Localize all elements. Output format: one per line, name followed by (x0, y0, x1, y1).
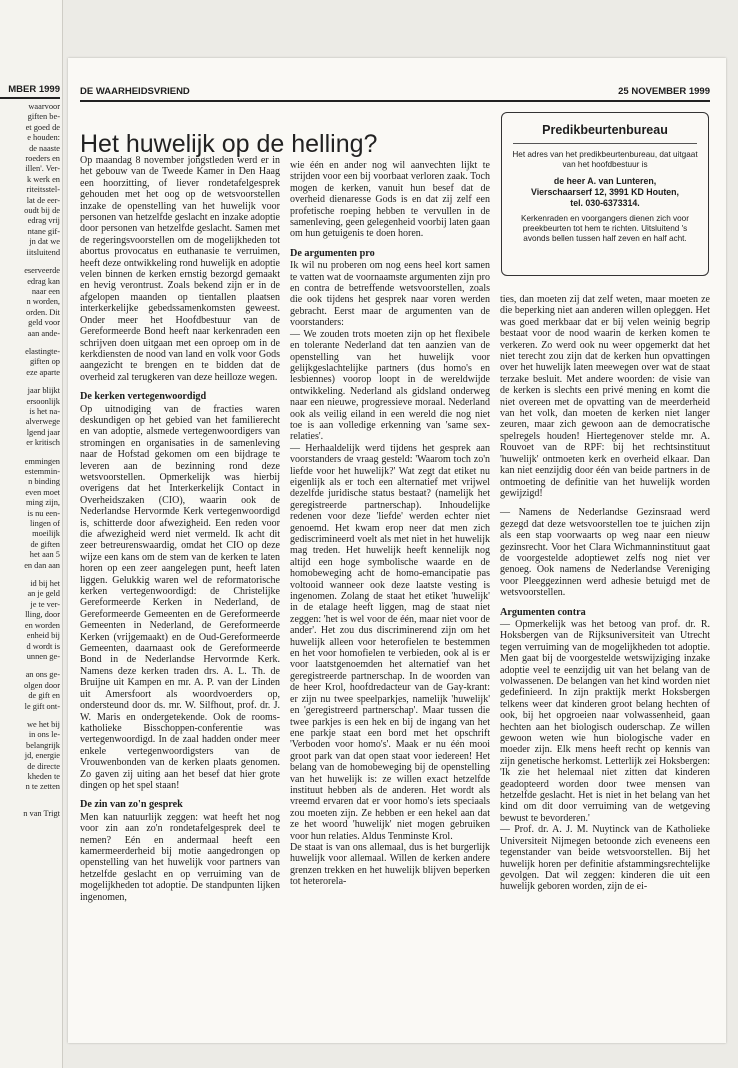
adjacent-page-line: n van Trigt (23, 808, 60, 818)
adjacent-page-line: n te zetten (25, 782, 60, 792)
adjacent-page-line: oudt bij de (24, 206, 60, 216)
adjacent-page-line: ersoonlijk (26, 396, 60, 406)
article-column-1 (80, 155, 280, 903)
adjacent-page-line: giften be- (27, 112, 60, 122)
adjacent-page-line: an ons ge- (25, 670, 60, 680)
adjacent-page-line: belangrijk (26, 740, 60, 750)
adjacent-page-line (0, 662, 60, 670)
box-title: Predikbeurtenbureau (542, 123, 668, 137)
adjacent-page-rule (0, 97, 60, 99)
header-rule (80, 100, 710, 102)
adjacent-page-line: roeders en (25, 154, 60, 164)
paragraph: ties, dan moeten zij dat zelf weten, maar moeten ze die beperking niet aan anderen willen opleggen. Het was goed merkbaar dat er bij velen weinig begrip bestaat voor de nood waarin de kerken komen te verkeren. Zo werd ook nu weer opgemerkt dat het niet terecht zou zijn dat de kerken hun opvattingen over het huwelijk laten meewegen over wat de staat terzake besluit. Met andere woorden: de visie van de kerken is slechts een privé mening en komt die niet overeen met de opvatting van de meerderheid van het volk, dan moeten de kerken niet langer zeuren, maar zich gewoon aan de democratische spelregels houden! Hiertegenover stelde mr. A. Rouvoet van de RPF: bij het rechtsinstituut 'huwelijk' ontmoeten kerk en overheid elkaar. Dan kan niet eenzijdig door één van beide partners in de ontmoeting de definitie van het huwelijk worden gewijzigd! (500, 294, 710, 499)
subheading: De argumenten pro (290, 247, 375, 259)
adjacent-page-line: d wordt is (26, 641, 60, 651)
paragraph: — Namens de Nederlandse Gezinsraad werd gezegd dat deze wetsvoorstellen toe te juichen zijn als een stap voorwaarts op weg naar een nieuw gezinsrecht. Voor het Clara Wichmanninstituut gaat de voorgestelde adoptiewet zelfs nog niet ver genoeg. Ook namens de Nederlandse Vereniging voor Pleeggezinnen werd adhesie betuigd met de wetsvoorstellen. (500, 507, 710, 599)
adjacent-page-line (0, 571, 60, 579)
adjacent-page-line: lingen of (29, 519, 60, 529)
adjacent-page-line (0, 339, 60, 347)
subheading: De zin van zo'n gesprek (80, 799, 183, 811)
box-address-line: de heer A. van Lunteren, (553, 176, 657, 186)
box-address-line: Vierschaarserf 12, 3991 KD Houten, (531, 186, 679, 197)
adjacent-page-line: e houden: (27, 133, 60, 143)
newspaper-page (68, 58, 726, 1043)
paragraph: Men kan natuurlijk zeggen: wat heeft het nog voor zin aan zo'n rondetafelgesprek deel te nemen? Eén en andermaal heeft een kamermeerderheid bij motie aangedrongen op openstelling van het huwelijk voor partners van hetzelfde geslacht en op verruiming van de mogelijkheden tot adoptie. De standpunten lijken ingenomen, (80, 811, 280, 903)
article-headline: Het huwelijk op de helling? (80, 130, 378, 158)
adjacent-page-line: lgend jaar (26, 427, 60, 437)
adjacent-page-line: edrag kan (27, 276, 60, 286)
publication-name: DE WAARHEIDSVRIEND (80, 86, 190, 97)
adjacent-page-line (0, 793, 60, 801)
adjacent-page-line: jaar blijkt (27, 386, 60, 396)
subheading: Argumenten contra (500, 606, 586, 618)
adjacent-page-line: aan ande- (27, 328, 60, 338)
box-address-line: tel. 030-6373314. (570, 197, 640, 208)
predikbeurtenbureau-box (501, 112, 709, 276)
adjacent-page-line: n binding (28, 477, 60, 487)
paragraph: — Herhaaldelijk werd tijdens het gesprek aan voorstanders de vraag gesteld: 'Waarom toch zo'n liefde voor het huwelijk?' Wat zegt dat etiket nu eigenlijk als er toch een alternatief met vrijwel dezelfde juridische status bestaat? (namelijk het geregistreerde partnerschap). Inhoudelijke redenen voor deze 'liefde' werden echter niet genoemd. Het kwam erop neer dat men zich gediscrimineerd voelt als met niet in het huwelijk mag treden. Het huwelijk heeft kennelijk nog altijd een hoge symbolische waarde en de homobeweging acht de homo-emancipatie pas voltooid wanneer ook deze laatste vesting is ingenomen. Zolang de staat het etiket 'huwelijk' in de etalage heeft liggen, mag de staat niet zeggen: 'het is wel voor de één, maar niet voor de ander'. Het zou dus discriminerend zijn om het huwelijk alleen voor heterofielen te bestemmen en het voor homofielen te verbieden, ook al is er voor laatstgenoemden het alternatief van het geregistreerde partnerschap. In de woorden van de heer Krol, hoofdredacteur van de Gay-krant: er zijn nu twee speelparkjes, namelijk 'huwelijk' en 'geregistreerd partnerschap'. Maar tussen die twee parkjes is een hek en bij de ingang van het ene parkje staat een bord met het opschrift 'Verboden voor homo's'. Maak er nu één mooi groot park van dat open staat voor iedereen! Het belang van de homobeweging bij de openstelling van het huwelijk is: ze willen exact hetzelfde instituut hebben als de anderen. Het wordt als vreemd ervaren dat er voor homo's iets speciaals zou moeten zijn. Ze hebben er een hekel aan dat ze het woord 'huwelijk' niet mogen gebruiken voor hun relaties. Aldus Tenminste Krol. (290, 442, 490, 842)
paragraph: — We zouden trots moeten zijn op het flexibele en tolerante Nederland dat ten aanzien van de openstelling van het huwelijk voor gelijkgeslachtelijke partners (dus homo's en lesbiennes) voorop loopt in de wereldwijde ontwikkeling. Nederland als gidsland onderweg naar een nieuwe, progressieve moraal. Nederland ook als veilig eiland in een wereld die nog niet toe is aan volledige erkenning van 'same sex-relaties'. (290, 328, 490, 443)
adjacent-page-line: lat de eer- (26, 195, 60, 205)
adjacent-page-line: even moet (25, 487, 60, 497)
adjacent-page-line: an je geld (27, 589, 60, 599)
adjacent-page-line: is het na- (29, 406, 60, 416)
adjacent-page-line: unnen ge- (26, 651, 60, 661)
adjacent-page-line: de giften (30, 539, 60, 549)
article-column-3 (500, 294, 710, 893)
adjacent-page-line: er kritisch (26, 438, 60, 448)
adjacent-page-line: alverwege (25, 417, 60, 427)
adjacent-page-line: moeilijk (32, 529, 60, 539)
subheading: De kerken vertegenwoordigd (80, 391, 207, 403)
adjacent-page-line: giften op (29, 357, 60, 367)
adjacent-page-line: elastingte- (25, 346, 60, 356)
adjacent-page-line: k werk en (26, 174, 60, 184)
issue-date: 25 NOVEMBER 1999 (618, 86, 710, 97)
adjacent-page-line: eserveerde (24, 266, 60, 276)
paragraph: De staat is van ons allemaal, dus is het burgerlijk huwelijk voor allemaal. Willen de kerken andere grenzen trekken en het huwelijk blijven beperken tot heterorela- (290, 841, 490, 888)
adjacent-page-line: kheden te (27, 771, 60, 781)
adjacent-page-line (0, 258, 60, 266)
adjacent-page-line: we het bij (26, 719, 60, 729)
adjacent-page-strip (0, 0, 63, 1068)
adjacent-page-line: orden. Dit (26, 307, 60, 317)
article-column-2 (290, 160, 490, 888)
adjacent-page-line: ming zijn, (26, 498, 60, 508)
paragraph: — Opmerkelijk was het betoog van prof. dr. R. Hoksbergen van de Rijksuniversiteit van Utrecht tegen verruiming van de mogelijkheden tot adoptie. Men gaat bij de voorgestelde wetswijziging inzake adoptie veel te eenzijdig uit van het belang van de volwassenen. De belangen van het kind worden niet gedefinieerd. In zijn praktijk merkt Hoksbergen telkens weer dat kinderen groot belang hechten of ook, bij het opgroeien naar volwassenheid, gaan hechten aan het biologisch ouderschap. Ze willen gewoon weten wie hun biologische vader en moeder zijn. Elk mens heeft recht op kennis van zijn genetische herkomst. Letterlijk zei Hoksbergen: 'Ik zie het helemaal niet zitten dat kinderen geadopteerd worden door twee mensen van hetzelfde geslacht. Het is niet in het belang van het kind om dit door verruiming van de wetgeving bewust te bevorderen.' (500, 618, 710, 824)
adjacent-page-line: jn dat we (29, 237, 60, 247)
paragraph: wie één en ander nog wil aanvechten lijkt te strijden voor een bij voorbaat verloren zaak. Toch mogen de kerken, vanuit hun besef dat de overheid dienaresse Gods is en dat zij zelf een profetische roeping hebben te vervullen in de samenleving, geen gelegenheid voorbij laten gaan om hun getuigenis te doen horen. (290, 160, 490, 240)
adjacent-page-line: in ons le- (28, 730, 60, 740)
paragraph: Ik wil nu proberen om nog eens heel kort samen te vatten wat de voornaamste argumenten zijn pro en contra de betreffende wetsvoorstellen, zoals die ook tijdens het gesprek naar voren werden gebracht. Eerst maar de argumenten van de voorstanders: (290, 260, 490, 329)
adjacent-page-line: iitsluitend (26, 247, 60, 257)
adjacent-page-line: illen'. Ver- (25, 164, 60, 174)
box-rule (513, 143, 697, 144)
box-address (508, 176, 702, 208)
adjacent-page-line: je te ver- (30, 599, 60, 609)
box-note: Kerkenraden en voorgangers dienen zich voor preekbeurten tot hem te richten. Uitsluitend 's avonds bellen tussen half zeven en half acht. (521, 214, 689, 244)
adjacent-page-line (0, 712, 60, 720)
adjacent-page-line: riteitsstel- (26, 185, 60, 195)
adjacent-page-line: estemmin- (24, 467, 60, 476)
adjacent-page-line (0, 449, 60, 457)
adjacent-page-line: ntane gif- (27, 226, 60, 236)
adjacent-page-line (0, 801, 60, 809)
adjacent-page-header: MBER 1999 (8, 84, 60, 95)
adjacent-page-line: het aan 5 (29, 550, 60, 560)
adjacent-page-line: de gift en (28, 691, 60, 701)
paragraph: Op maandag 8 november jongstleden werd er in het gebouw van de Tweede Kamer in Den Haag een hoorzitting, of liever rondetafelgesprek gehouden met het oog op de wetsvoorstellen inzake de openstelling van het huwelijk voor personen van hetzelfde geslacht en inzake adoptie door personen van hetzelfde geslacht. Samen met de regeringsvoorstellen om de mogelijkheden tot abortus provocatus en euthanasie te verruimen, heeft deze ontwikkeling rond huwelijk en adoptie velen binnen de kerken ernstig bezorgd gemaakt en hevig verontrust. Zoals bekend zijn er in de afgelopen maanden op tientallen plaatsen interkerkelijke gebedssamenkomsten geweest. Onder meer het Hoofdbestuur van de Gereformeerde Bond heeft naar kerkenraden een schrijven doen uitgaan met een oproep om in de kerkdiensten de nood van land en volk voor Gods aangezicht te brengen en te bidden dat de overheid zal terugkeren van deze heilloze wegen. (80, 155, 280, 383)
adjacent-page-text (0, 102, 60, 819)
adjacent-page-line: geld voor (28, 318, 60, 328)
adjacent-page-line: n worden, (26, 297, 60, 307)
paragraph: Op uitnodiging van de fracties waren deskundigen op het gebied van het familierecht en van adoptie, alsmede vertegenwoordigers van stromingen en organisaties in de samenleving naar de Hofstad gekomen om een bijdrage te leveren aan de bezinning rond deze wetsvoorstellen. Opmerkelijk was hierbij overigens dat het Interkerkelijk Contact in Overheidszaken (CIO), waarin ook de Nederlandse Hervormde Kerk vertegenwoordigd is, schitterde door afwezigheid. Een reden voor die afwezigheid werd niet vermeld. Ik acht dit zeer betreurenswaardig, omdat het CIO op deze wijze een kans om de stem van de kerken te laten horen op een zeer aangelegen punt, heeft laten liggen. Gelukkig waren wel de reformatorische kerken vertegenwoordigd: de Christelijke Gereformeerde Kerken in Nederland, de Gereformeerde Gemeenten en de Gereformeerde Gemeenten in Nederland, de Gereformeerde Kerken (vrijgemaakt) en de Oud-Gereformeerde Gemeenten, daarnaast ook de Gereformeerde Bond in de Nederlandse Hervormde Kerk. Namens deze kerken traden drs. A. L. Th. de Bruijne uit Kampen en mr. A. P. van der Linden uit Amersfoort als woordvoerders op, ondersteund door ds. mr. W. Silfhout, prof. dr. J. W. Maris en ondergetekende. Ook de rooms-katholieke Bisschoppen-conferentie was vertegenwoordigd. In de zaal hadden onder meer enkele vertegenwoordigsters van de Vrouwenbonden van de kerken plaats genomen. Zo gaven zij uiting aan het besef dat hier grote dingen op het spel staan! (80, 403, 280, 791)
adjacent-page-line: en worden (24, 620, 60, 630)
box-intro: Het adres van het predikbeurtenbureau, dat uitgaat van het hoofdbestuur is (512, 150, 698, 169)
adjacent-page-line: is nu een- (27, 508, 60, 518)
adjacent-page-line: le gift ont- (24, 701, 60, 711)
adjacent-page-line: lling, door (25, 610, 60, 620)
adjacent-page-line: waarvoor (28, 102, 60, 111)
adjacent-page-line: olgen door (23, 680, 60, 690)
adjacent-page-line: en dan aan (24, 560, 60, 570)
adjacent-page-line: id bij het (30, 579, 60, 589)
adjacent-page-line (0, 378, 60, 386)
adjacent-page-line: de naaste (29, 143, 60, 153)
adjacent-page-line: et goed de (25, 122, 60, 132)
adjacent-page-line: de directe (27, 761, 60, 771)
adjacent-page-line: jd, energie (24, 751, 60, 761)
adjacent-page-line: eze aparte (26, 367, 60, 377)
adjacent-page-line: edrag vrij (27, 216, 60, 226)
paragraph: — Prof. dr. A. J. M. Nuytinck van de Katholieke Universiteit Nijmegen betoonde zich eveneens een tegenstander van beide wetsvoorstellen. Bij het huwelijk horen per definitie afstammingsrechtelijke gevolgen. Dat wil zeggen: kinderen die uit een huwelijk geboren worden, zijn de ei- (500, 824, 710, 893)
adjacent-page-line: enheid bij (26, 631, 60, 641)
adjacent-page-line: naar een (31, 286, 60, 296)
adjacent-page-line: emmingen (24, 456, 60, 466)
